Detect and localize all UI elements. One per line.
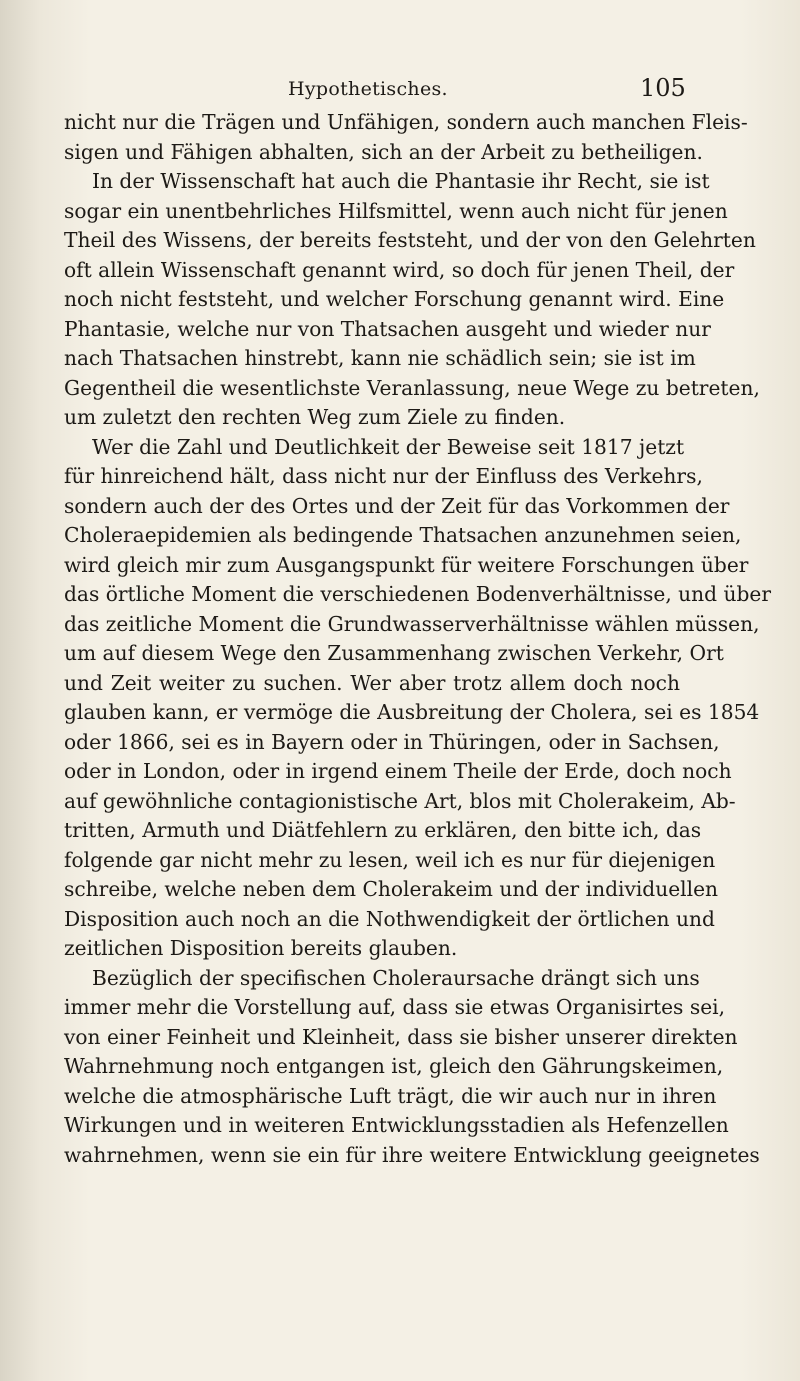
text-line: nicht nur die Trägen und Unfähigen, sondern auch manchen Fleis- xyxy=(64,110,748,134)
text-line: folgende gar nicht mehr zu lesen, weil ich es nur für diejenigen xyxy=(64,847,716,872)
text-line: immer mehr die Vorstellung auf, dass sie etwas Organisirtes sei, xyxy=(64,995,726,1019)
text-line: Disposition auch noch an die Nothwendigkeit der örtlichen und xyxy=(64,906,715,931)
page-number: 105 xyxy=(640,74,686,102)
text-line: Choleraepidemien als bedingende Thatsachen anzunehmen seien, xyxy=(64,523,742,547)
text-line: von einer Feinheit und Kleinheit, dass sie bisher unserer direkten xyxy=(64,1024,738,1049)
page-header xyxy=(0,74,800,108)
text-line: sondern auch der des Ortes und der Zeit für das Vorkommen der xyxy=(64,493,730,518)
text-line: schreibe, welche neben dem Cholerakeim und der individuellen xyxy=(64,877,719,901)
text-line: Bezüglich der specifischen Choleraursache drängt sich uns xyxy=(92,965,700,990)
text-line: nach Thatsachen hinstrebt, kann nie schädlich sein; sie ist im xyxy=(64,346,696,370)
text-line: Theil des Wissens, der bereits feststeht, und der von den Gelehrten xyxy=(64,228,756,252)
text-line: um auf diesem Wege den Zusammenhang zwischen Verkehr, Ort xyxy=(64,641,724,665)
text-line: tritten, Armuth und Diätfehlern zu erklären, den bitte ich, das xyxy=(64,818,702,842)
text-line: Wer die Zahl und Deutlichkeit der Beweise seit 1817 jetzt xyxy=(92,434,685,459)
text-line: für hinreichend hält, dass nicht nur der Einfluss des Verkehrs, xyxy=(64,464,703,488)
text-line: In der Wissenschaft hat auch die Phantasie ihr Recht, sie ist xyxy=(92,169,710,193)
text-line: zeitlichen Disposition bereits glauben. xyxy=(64,936,458,960)
text-line: oder 1866, sei es in Bayern oder in Thüringen, oder in Sachsen, xyxy=(64,729,720,754)
text-line: Wirkungen und in weiteren Entwicklungsstadien als Hefenzellen xyxy=(64,1113,729,1137)
text-line: glauben kann, er vermöge die Ausbreitung der Cholera, sei es 1854 xyxy=(64,700,760,724)
text-line: noch nicht feststeht, und welcher Forschung genannt wird. Eine xyxy=(64,287,725,311)
text-line: Phantasie, welche nur von Thatsachen ausgeht und wieder nur xyxy=(64,316,711,341)
text-line: und Zeit weiter zu suchen. Wer aber trotz allem doch noch xyxy=(64,670,680,695)
text-line: das örtliche Moment die verschiedenen Bodenverhältnisse, und über xyxy=(64,582,772,606)
running-head: Hypothetisches. xyxy=(288,78,448,100)
text-line: Wahrnehmung noch entgangen ist, gleich den Gährungskeimen, xyxy=(64,1054,724,1078)
text-line: auf gewöhnliche contagionistische Art, blos mit Cholerakeim, Ab- xyxy=(64,788,736,813)
text-line: Gegentheil die wesentlichste Veranlassung, neue Wege zu betreten, xyxy=(64,375,760,400)
text-line: oft allein Wissenschaft genannt wird, so doch für jenen Theil, der xyxy=(64,257,735,282)
text-line: oder in London, oder in irgend einem Theile der Erde, doch noch xyxy=(64,759,732,783)
text-line: sigen und Fähigen abhalten, sich an der Arbeit zu betheiligen. xyxy=(64,139,703,164)
text-line: das zeitliche Moment die Grundwasserverhältnisse wählen müssen, xyxy=(64,611,760,636)
text-line: wahrnehmen, wenn sie ein für ihre weitere Entwicklung geeignetes xyxy=(64,1142,760,1167)
text-line: sogar ein unentbehrliches Hilfsmittel, wenn auch nicht für jenen xyxy=(64,198,728,223)
text-line: wird gleich mir zum Ausgangspunkt für weitere Forschungen über xyxy=(64,552,749,577)
text-line: welche die atmosphärische Luft trägt, die wir auch nur in ihren xyxy=(64,1083,717,1108)
body-text xyxy=(64,108,772,1170)
text-line: um zuletzt den rechten Weg zum Ziele zu finden. xyxy=(64,405,566,429)
